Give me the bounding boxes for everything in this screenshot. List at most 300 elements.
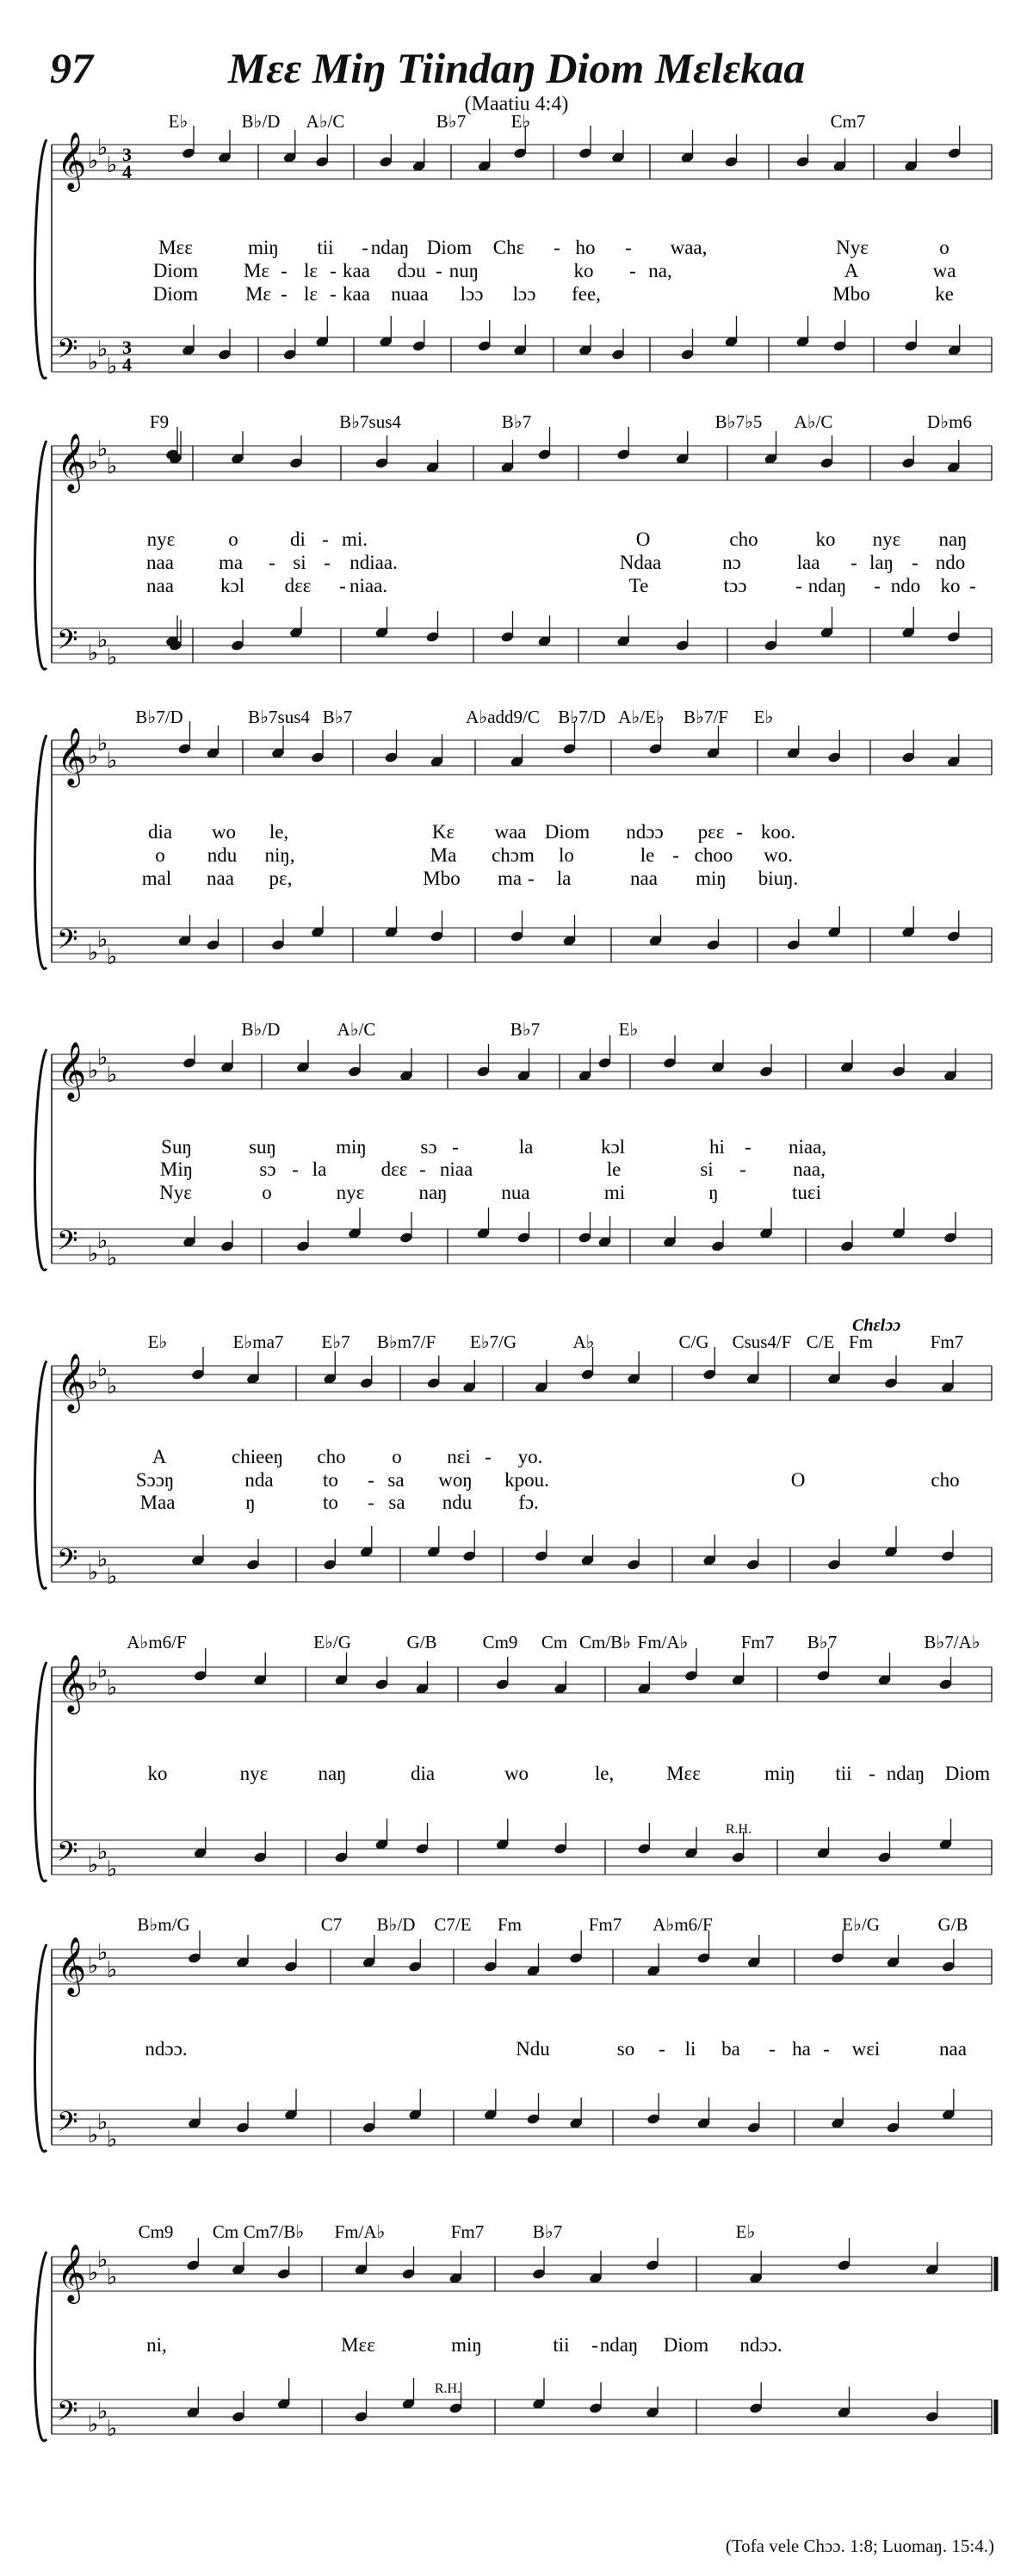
lyric-syllable: ndaŋ (807, 575, 847, 596)
key-signature-flat: ♭ (107, 1856, 118, 1881)
hymn-number: 97 (50, 44, 93, 92)
chord-symbol: C7/E (434, 1914, 472, 1935)
lyric-syllable: Nyɛ (159, 1182, 192, 1203)
lyric-syllable: naa (939, 2038, 967, 2060)
lyric-hyphen: - (485, 1446, 492, 1467)
lyric-hyphen: - (823, 2038, 830, 2060)
lyric-syllable: tɔɔ (723, 575, 747, 596)
lyric-syllable: ke (935, 283, 954, 305)
system-bracket (35, 1944, 47, 2152)
key-signature-flat: ♭ (88, 2122, 99, 2147)
lyric-hyphen: - (659, 2038, 665, 2060)
chord-symbol: A♭/E♭ (618, 707, 665, 727)
system-bracket (35, 139, 47, 379)
lyrics-verse-3 (153, 283, 954, 305)
lyrics-verse-1 (152, 1446, 543, 1467)
key-signature-flat: ♭ (88, 640, 99, 665)
chord-symbol: E♭ (735, 2221, 756, 2242)
lyric-hyphen: - (736, 821, 743, 843)
lyric-syllable: Ndaa (619, 552, 662, 573)
key-signature-flat: ♭ (88, 1369, 99, 1394)
lyric-syllable: tii (553, 2334, 570, 2356)
system-bracket (35, 735, 47, 969)
lyric-syllable: nɛi (447, 1446, 471, 1467)
lyric-syllable: le (640, 844, 655, 866)
bass-clef: 𝄢 (57, 2108, 78, 2144)
lyric-syllable: dɔu (397, 260, 426, 281)
treble-clef: 𝄞 (57, 728, 87, 784)
chord-symbol: Cm/B♭ (578, 1632, 632, 1652)
lyric-syllable: le, (269, 821, 289, 843)
key-signature-flat: ♭ (107, 1374, 118, 1399)
lyric-hyphen: - (739, 1158, 746, 1180)
section-label: Chɛlɔɔ (852, 1316, 900, 1335)
lyric-syllable: cho (931, 1469, 960, 1491)
lyric-syllable: ni, (146, 2334, 167, 2356)
lyrics-verse-2 (160, 1158, 826, 1180)
key-signature-flat: ♭ (97, 135, 108, 160)
key-signature-flat: ♭ (97, 1356, 108, 1381)
chord-symbol: B♭7 (501, 411, 532, 432)
treble-staff (52, 1655, 992, 1714)
lyric-syllable: choo (694, 844, 733, 866)
key-signature-flat: ♭ (88, 349, 99, 374)
key-signature-flat: ♭ (107, 1062, 118, 1087)
key-signature-flat: ♭ (88, 1560, 99, 1585)
lyric-syllable: la (518, 1136, 534, 1158)
key-signature-flat: ♭ (107, 2264, 118, 2289)
music-system (35, 411, 993, 670)
chord-symbol: Fm7 (930, 1331, 964, 1352)
lyric-syllable: ndaŋ (886, 1763, 925, 1784)
chord-symbol: E♭ (618, 1019, 639, 1040)
lyric-syllable: naa (146, 575, 174, 596)
time-signature-bottom: 4 (122, 161, 132, 182)
lyric-hyphen: - (629, 260, 636, 281)
lyrics-verse-3 (140, 1492, 539, 1513)
music-system (35, 1914, 993, 2152)
key-signature-flat: ♭ (107, 354, 118, 379)
treble-staff (52, 1042, 992, 1102)
lyric-syllable: Diom (152, 283, 199, 305)
lyric-syllable: sɔ (420, 1136, 437, 1158)
lyric-syllable: la (556, 868, 572, 889)
chord-symbol: Cm7 (830, 111, 866, 132)
lyric-syllable: ko (147, 1763, 168, 1784)
key-signature-flat: ♭ (107, 944, 118, 969)
chord-symbol: E♭ (510, 111, 531, 132)
lyrics-verse-1 (158, 237, 949, 258)
key-signature-flat: ♭ (97, 1940, 108, 1965)
lyric-hyphen: - (330, 283, 337, 305)
lyric-syllable: Kɛ (431, 821, 455, 843)
bass-clef: 𝄢 (57, 925, 78, 961)
lyric-syllable: dia (147, 821, 173, 843)
lyric-syllable: naa, (793, 1158, 826, 1180)
lyric-syllable: ndu (207, 844, 238, 866)
lyric-syllable: kɔl (600, 1136, 626, 1158)
lyric-syllable: di (290, 528, 306, 550)
lyric-syllable: ndaŋ (599, 2334, 639, 2356)
treble-clef: 𝄞 (57, 1655, 87, 1711)
lyric-syllable: nua (501, 1182, 530, 1203)
right-hand-mark: R.H. (725, 1822, 752, 1837)
key-signature-flat: ♭ (107, 1245, 118, 1270)
lyric-syllable: lɔɔ (512, 283, 536, 305)
lyric-syllable: miŋ (764, 1763, 795, 1784)
lyric-syllable: la (312, 1158, 327, 1180)
lyric-syllable: nyɛ (872, 528, 901, 550)
lyric-hyphen: ŋ (245, 1492, 256, 1513)
key-signature-flat: ♭ (107, 748, 118, 773)
chord-symbol: C7 (320, 1914, 343, 1935)
key-signature-flat: ♭ (88, 940, 99, 965)
lyric-hyphen: - (912, 552, 919, 573)
chord-symbol: B♭7sus4 (339, 411, 401, 432)
lyric-syllable: Mɛ (244, 283, 272, 305)
chord-symbol: Cm (541, 1632, 568, 1652)
lyric-syllable: ko (815, 528, 836, 550)
lyric-syllable: wo. (764, 844, 793, 866)
lyric-syllable: nuŋ (448, 260, 479, 281)
bass-clef: 𝄢 (57, 1838, 78, 1874)
lyric-syllable: kpou. (504, 1469, 549, 1491)
chord-symbol: Fm7 (450, 2221, 485, 2242)
treble-clef: 𝄞 (57, 1937, 87, 1993)
lyric-syllable: wɛi (851, 2038, 881, 2060)
key-signature-flat: ♭ (107, 2416, 118, 2441)
lyric-syllable: Chɛ (492, 237, 525, 258)
lyric-syllable: ba (721, 2038, 740, 2060)
chord-symbol: Cm (212, 2221, 239, 2242)
lyric-hyphen: o (262, 1182, 272, 1203)
chord-symbol: B♭/D (241, 1019, 281, 1040)
lyric-syllable: naŋ (938, 528, 968, 550)
lyric-syllable: Diom (663, 2334, 709, 2356)
system-bracket (35, 1361, 47, 1589)
key-signature-flat: ♭ (88, 2260, 99, 2285)
lyrics-verse-3 (146, 575, 976, 596)
lyric-syllable: dɛɛ (380, 1158, 408, 1180)
bass-clef: 𝄢 (57, 2397, 78, 2433)
treble-clef: 𝄞 (57, 1042, 87, 1098)
chord-symbol: Fm7 (588, 1914, 622, 1935)
key-signature-flat: ♭ (88, 1671, 99, 1696)
lyric-hyphen: - (869, 1763, 875, 1784)
lyric-syllable: niŋ, (264, 844, 295, 866)
lyrics-verse-1 (148, 1763, 991, 1784)
lyric-hyphen: - (330, 260, 337, 281)
key-signature-flat: ♭ (97, 731, 108, 756)
lyrics-verse-1 (147, 528, 968, 550)
lyric-syllable: cho (729, 528, 758, 550)
bass-clef: 𝄢 (57, 1226, 78, 1263)
time-signature-top: 3 (122, 337, 132, 358)
lyric-syllable: to (323, 1492, 338, 1513)
lyric-hyphen: o (155, 844, 165, 866)
lyric-syllable: laŋ (869, 552, 894, 573)
chord-symbol: A♭ (572, 1331, 595, 1352)
chord-symbol: Fm (497, 1914, 523, 1935)
lyric-syllable: waa (494, 821, 527, 843)
lyric-hyphen: O (790, 1469, 806, 1491)
chord-symbol: B♭7 (532, 2221, 563, 2242)
chord-symbol: B♭7 (510, 1019, 541, 1040)
key-signature-flat: ♭ (88, 1852, 99, 1877)
lyric-syllable: miŋ (696, 868, 727, 889)
chord-symbol: C/G (678, 1331, 709, 1352)
treble-staff (52, 1937, 992, 1997)
scripture-reference: (Maatiu 4:4) (464, 93, 569, 115)
lyric-hyphen: - (368, 1469, 374, 1491)
key-signature-flat: ♭ (88, 1953, 99, 1978)
lyric-hyphen: A (844, 260, 859, 281)
lyric-syllable: waa, (670, 237, 708, 258)
key-signature-flat: ♭ (97, 627, 108, 652)
chord-symbol: B♭7/F (684, 707, 728, 727)
lyric-hyphen: - (419, 1158, 426, 1180)
lyric-syllable: ndiaa. (349, 552, 398, 573)
lyric-syllable: hi (709, 1136, 725, 1158)
lyric-hyphen: - (281, 283, 288, 305)
chord-symbol: B♭7 (436, 111, 467, 132)
lyric-syllable: ma (497, 868, 523, 889)
chord-symbol: B♭7/A♭ (924, 1632, 980, 1652)
lyric-syllable: miŋ (248, 237, 279, 258)
lyric-syllable: sa (388, 1492, 405, 1513)
chord-symbol: E♭ma7 (232, 1331, 284, 1352)
chord-symbol: Fm7 (740, 1632, 775, 1652)
lyrics-verse-1 (161, 1136, 826, 1158)
key-signature-flat: ♭ (97, 1228, 108, 1253)
lyric-syllable: biuŋ. (758, 868, 799, 889)
lyric-syllable: fee, (572, 283, 601, 305)
lyric-syllable: nda (244, 1469, 274, 1491)
lyrics-verse-1 (145, 2038, 967, 2060)
chord-symbol: A♭/C (337, 1019, 376, 1040)
lyric-syllable: naa (146, 552, 174, 573)
lyric-syllable: ko (940, 575, 961, 596)
lyric-syllable: nyɛ (239, 1763, 269, 1784)
lyric-syllable: le (606, 1158, 622, 1180)
chord-symbol: Cm9 (482, 1632, 518, 1652)
lyric-hyphen: - (969, 575, 976, 596)
chord-symbol: B♭m/G (137, 1914, 190, 1935)
bass-clef: 𝄢 (57, 626, 78, 662)
lyric-syllable: wa (932, 260, 956, 281)
lyric-hyphen: - (292, 1158, 299, 1180)
lyric-syllable: sɔ (259, 1158, 276, 1180)
key-signature-flat: ♭ (88, 1058, 99, 1083)
music-system (35, 1316, 993, 1589)
key-signature-flat: ♭ (88, 148, 99, 173)
lyric-syllable: ndɔɔ. (739, 2334, 782, 2356)
lyrics-verse-2 (155, 844, 793, 866)
lyric-syllable: Suŋ (161, 1136, 192, 1158)
lyric-hyphen: o (392, 1446, 402, 1467)
lyric-syllable: kɔl (220, 575, 245, 596)
lyric-hyphen: - (769, 2038, 776, 2060)
lyric-syllable: Maa (139, 1492, 176, 1513)
lyrics-verse-1 (148, 821, 795, 843)
key-signature-flat: ♭ (107, 152, 118, 177)
key-signature-flat: ♭ (97, 436, 108, 461)
time-signature-bottom: 4 (122, 354, 132, 375)
system-bracket (35, 2252, 47, 2441)
time-signature-top: 3 (122, 144, 132, 165)
lyric-syllable: Nyɛ (836, 237, 869, 258)
treble-clef: 𝄞 (57, 2245, 87, 2301)
lyric-syllable: ma (218, 552, 244, 573)
lyric-syllable: to (323, 1469, 338, 1491)
chord-symbol: E♭ (168, 111, 189, 132)
music-system (35, 2221, 997, 2441)
lyric-syllable: suŋ (249, 1136, 276, 1158)
treble-staff (52, 133, 992, 192)
lyric-syllable: nyɛ (146, 528, 176, 550)
lyric-syllable: nyɛ (336, 1182, 365, 1203)
lyric-syllable: niaa. (349, 575, 388, 596)
lyric-hyphen: o (939, 237, 949, 258)
lyric-syllable: Mɛ (243, 260, 270, 281)
lyric-syllable: lo (559, 844, 574, 866)
chord-symbol: F9 (149, 411, 170, 432)
lyric-hyphen: - (745, 1136, 752, 1158)
lyric-hyphen: - (368, 1492, 374, 1513)
lyric-syllable: ndu (442, 1492, 473, 1513)
lyric-hyphen: - (324, 552, 331, 573)
lyric-hyphen: - (339, 575, 346, 596)
lyric-syllable: Diom (944, 1763, 991, 1784)
chord-symbol: E♭/G (313, 1632, 351, 1652)
treble-staff (52, 1354, 992, 1413)
chord-symbol: B♭7 (807, 1632, 838, 1652)
lyric-syllable: Diom (426, 237, 473, 258)
key-signature-flat: ♭ (97, 1658, 108, 1683)
treble-clef: 𝄞 (57, 1354, 87, 1410)
lyric-syllable: mi (603, 1182, 626, 1203)
chord-symbol: E♭/G (842, 1914, 880, 1935)
lyric-hyphen: - (672, 844, 679, 866)
key-signature-flat: ♭ (97, 1839, 108, 1864)
lyrics-verse-1 (146, 2334, 782, 2356)
lyric-syllable: Miŋ (159, 1158, 194, 1180)
lyric-syllable: ko (573, 260, 594, 281)
key-signature-flat: ♭ (97, 2247, 108, 2272)
bass-staff (52, 1838, 992, 1881)
lyric-hyphen: - (851, 552, 857, 573)
chord-symbol: Cm7/B♭ (243, 2221, 305, 2242)
lyric-hyphen: ŋ (708, 1182, 719, 1203)
lyric-syllable: miŋ (336, 1136, 367, 1158)
key-signature-flat: ♭ (107, 454, 118, 479)
lyric-syllable: fɔ. (518, 1492, 539, 1513)
lyric-syllable: ndaŋ (370, 237, 410, 258)
lyric-syllable: ndo (890, 575, 921, 596)
chord-symbol: A♭/C (306, 111, 345, 132)
key-signature-flat: ♭ (88, 744, 99, 769)
chord-symbol: D♭m6 (927, 411, 972, 432)
key-signature-flat: ♭ (88, 449, 99, 474)
lyric-hyphen: O (635, 528, 651, 550)
lyric-hyphen: A (152, 1446, 167, 1467)
lyric-syllable: ndo (935, 552, 966, 573)
key-signature-flat: ♭ (97, 2399, 108, 2424)
lyric-syllable: Te (628, 575, 649, 596)
lyric-syllable: laa (796, 552, 820, 573)
chord-symbol: B♭m7/F (376, 1331, 436, 1352)
lyric-syllable: ho (575, 237, 596, 258)
lyric-syllable: nuaa (391, 283, 429, 305)
lyrics-verse-3 (159, 1182, 821, 1203)
key-signature-flat: ♭ (97, 1547, 108, 1572)
lyric-syllable: naa (630, 868, 658, 889)
bass-clef: 𝄢 (57, 1545, 78, 1581)
lyric-syllable: chɔm (492, 844, 535, 866)
lyric-hyphen: - (554, 237, 560, 258)
lyrics-verse-2 (146, 552, 965, 573)
lyric-syllable: ha (792, 2038, 811, 2060)
lyric-hyphen: - (269, 552, 275, 573)
lyric-syllable: Mɛɛ (666, 1763, 701, 1784)
key-signature-flat: ♭ (107, 1675, 118, 1700)
lyric-hyphen: o (228, 528, 238, 550)
chord-symbol: B♭7sus4 (248, 707, 310, 727)
lyrics-verse-3 (142, 868, 799, 889)
chord-symbol: C/E (806, 1331, 835, 1352)
chord-symbol: A♭/C (794, 411, 833, 432)
lyric-hyphen: - (322, 528, 329, 550)
music-system (35, 1019, 993, 1270)
chord-symbol: A♭m6/F (127, 1632, 187, 1652)
lyric-syllable: dɛɛ (284, 575, 312, 596)
chord-symbol: Cm9 (138, 2221, 174, 2242)
footnote: (Tofa vele Chɔɔ. 1:8; Luomaŋ. 15:4.) (725, 2536, 994, 2556)
hymn-title: Mɛɛ Miŋ Tiindaŋ Diom Mɛlɛkaa (227, 44, 806, 92)
lyric-syllable: Mbo (423, 868, 461, 889)
lyric-hyphen: - (362, 237, 368, 258)
lyric-syllable: koo. (760, 821, 796, 843)
lyric-syllable: mal (141, 868, 172, 889)
key-signature-flat: ♭ (97, 1045, 108, 1070)
lyric-syllable: mi. (341, 528, 368, 550)
music-system (35, 707, 993, 969)
chord-symbol: A♭add9/C (466, 707, 540, 727)
lyric-syllable: si (700, 1158, 714, 1180)
lyric-syllable: li (684, 2038, 696, 2060)
lyric-syllable: Mɛɛ (341, 2334, 375, 2356)
chord-symbol: E♭7/G (469, 1331, 517, 1352)
lyrics-verse-2 (136, 1469, 960, 1491)
music-system (35, 1632, 993, 1881)
lyric-syllable: lɛ (303, 283, 319, 305)
lyric-hyphen: - (795, 575, 802, 596)
key-signature-flat: ♭ (107, 2127, 118, 2152)
lyric-syllable: niaa (439, 1158, 473, 1180)
lyric-syllable: ndɔɔ. (145, 2038, 188, 2060)
key-signature-flat: ♭ (107, 1564, 118, 1589)
key-signature-flat: ♭ (107, 645, 118, 670)
chord-symbol: E♭ (147, 1331, 168, 1352)
chord-symbol: B♭7 (322, 707, 353, 727)
bass-clef: 𝄢 (57, 335, 78, 371)
lyric-syllable: si (293, 552, 306, 573)
lyric-syllable: niaa, (788, 1136, 827, 1158)
key-signature-flat: ♭ (88, 1241, 99, 1266)
lyric-syllable: le, (594, 1763, 615, 1784)
chord-symbol: B♭/D (241, 111, 281, 132)
lyric-syllable: naŋ (318, 1763, 347, 1784)
